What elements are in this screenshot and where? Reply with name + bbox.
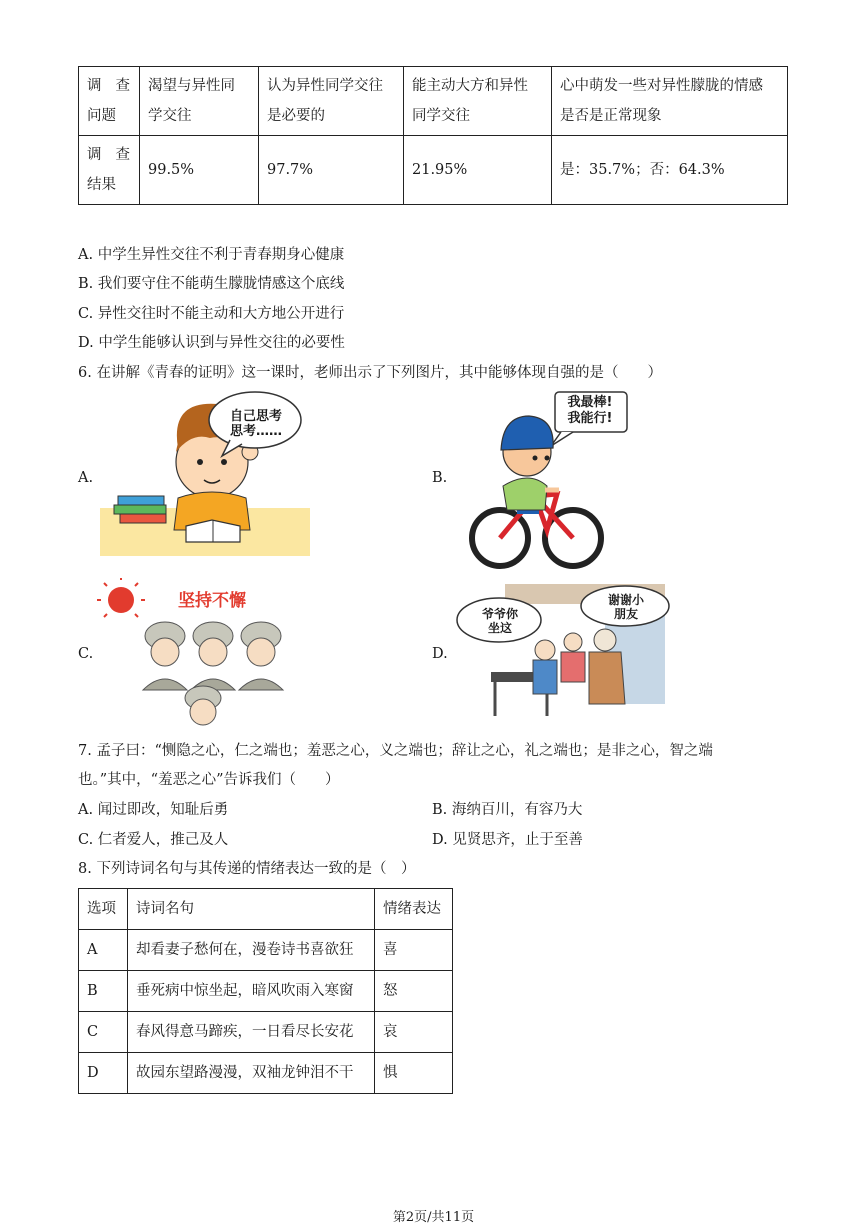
label-line: 结果 — [87, 177, 116, 193]
survey-result-cell: 21.95% — [404, 136, 552, 205]
cell-line: 渴望与异性同 — [148, 78, 235, 94]
survey-col-2 — [259, 67, 404, 136]
banner-c-text: 坚持不懈 — [178, 591, 246, 611]
bubble-line: 谢谢小 — [607, 593, 644, 607]
q6-label-b: B. — [432, 470, 448, 486]
poem-row — [79, 930, 453, 971]
cell-line: 认为异性同学交往 — [267, 78, 383, 94]
q8-stem: 8. 下列诗词名句与其传递的情绪表达一致的是（ ） — [78, 861, 416, 877]
bubble-line: 我最棒! — [567, 395, 613, 410]
survey-result-cell: 99.5% — [140, 136, 259, 205]
poem-option-cell: D — [79, 1053, 128, 1094]
label-char: 查 — [115, 78, 130, 94]
bubble-d2-text — [594, 593, 658, 621]
label-char: 调 — [87, 78, 116, 94]
bubble-line: 思考…… — [229, 424, 282, 439]
q7-stem-line1: 7. 孟子曰：“恻隐之心，仁之端也；羞恶之心，义之端也；辞让之心，礼之端也；是非之心，智之端 — [78, 743, 713, 759]
poem-emotion-cell: 怒 — [375, 971, 453, 1012]
cell-line: 是必要的 — [267, 108, 325, 124]
poem-header-cell: 选项 — [79, 889, 128, 930]
label-char: 查 — [115, 147, 130, 163]
poem-emotion-cell: 惧 — [375, 1053, 453, 1094]
poem-emotion-cell: 喜 — [375, 930, 453, 971]
poem-option-cell: A — [79, 930, 128, 971]
q6-label-a: A. — [78, 470, 94, 486]
q7-stem-line2: 也。”其中，“羞恶之心”告诉我们（ ） — [78, 772, 340, 788]
bubble-line: 坐这 — [487, 621, 512, 635]
poem-line-cell: 春风得意马蹄疾，一日看尽长安花 — [128, 1012, 375, 1053]
q7-option-b: B. 海纳百川，有容乃大 — [432, 802, 583, 818]
label-char: 调 — [87, 147, 116, 163]
q6-label-c: C. — [78, 646, 94, 662]
q7-option-d: D. 见贤思齐，止于至善 — [432, 832, 583, 848]
survey-result-row — [79, 136, 788, 205]
survey-result-cell: 是：35.7%；否：64.3% — [552, 136, 788, 205]
survey-result-cell: 97.7% — [259, 136, 404, 205]
poem-option-cell: B — [79, 971, 128, 1012]
poem-line-cell: 故园东望路漫漫，双袖龙钟泪不干 — [128, 1053, 375, 1094]
poem-table — [78, 888, 453, 1094]
q5-option-c: C. 异性交往时不能主动和大方地公开进行 — [78, 306, 345, 322]
cell-line: 能主动大方和异性 — [412, 78, 528, 94]
q5-option-d: D. 中学生能够认识到与异性交往的必要性 — [78, 335, 345, 351]
cell-line: 是否是正常现象 — [560, 108, 662, 124]
survey-row-label-question — [79, 67, 140, 136]
cell-line: 学交往 — [148, 108, 192, 124]
bubble-line: 自己思考 — [229, 409, 282, 424]
q7-option-c: C. 仁者爱人，推己及人 — [78, 832, 229, 848]
survey-col-4 — [552, 67, 788, 136]
q6-label-d: D. — [432, 646, 448, 662]
bubble-b-text — [558, 395, 622, 427]
page-footer: 第2页/共11页 — [392, 1210, 475, 1225]
bubble-line: 我能行! — [567, 411, 613, 426]
survey-table — [78, 66, 788, 205]
survey-col-1 — [140, 67, 259, 136]
bubble-line: 爷爷你 — [481, 607, 518, 621]
bubble-a-text — [229, 409, 283, 439]
poem-row — [79, 971, 453, 1012]
poem-header-cell: 情绪表达 — [375, 889, 453, 930]
q5-option-b: B. 我们要守住不能萌生朦胧情感这个底线 — [78, 276, 345, 292]
poem-line-cell: 却看妻子愁何在，漫卷诗书喜欲狂 — [128, 930, 375, 971]
poem-row — [79, 1012, 453, 1053]
q5-option-a: A. 中学生异性交往不利于青春期身心健康 — [78, 247, 345, 263]
poem-option-cell: C — [79, 1012, 128, 1053]
poem-header-row — [79, 889, 453, 930]
survey-header-row — [79, 67, 788, 136]
poem-line-cell: 垂死病中惊坐起，暗风吹雨入寒窗 — [128, 971, 375, 1012]
cell-line: 心中萌发一些对异性朦胧的情感 — [560, 78, 763, 94]
label-line: 问题 — [87, 108, 116, 124]
q7-option-a: A. 闻过即改，知耻后勇 — [78, 802, 229, 818]
cell-line: 同学交往 — [412, 108, 470, 124]
q6-stem: 6. 在讲解《青春的证明》这一课时，老师出示了下列图片，其中能够体现自强的是（ ） — [78, 365, 662, 381]
survey-row-label-result — [79, 136, 140, 205]
poem-header-cell: 诗词名句 — [128, 889, 375, 930]
bubble-d1-text — [470, 607, 530, 635]
survey-col-3 — [404, 67, 552, 136]
poem-row — [79, 1053, 453, 1094]
poem-emotion-cell: 哀 — [375, 1012, 453, 1053]
bubble-line: 朋友 — [613, 607, 638, 621]
